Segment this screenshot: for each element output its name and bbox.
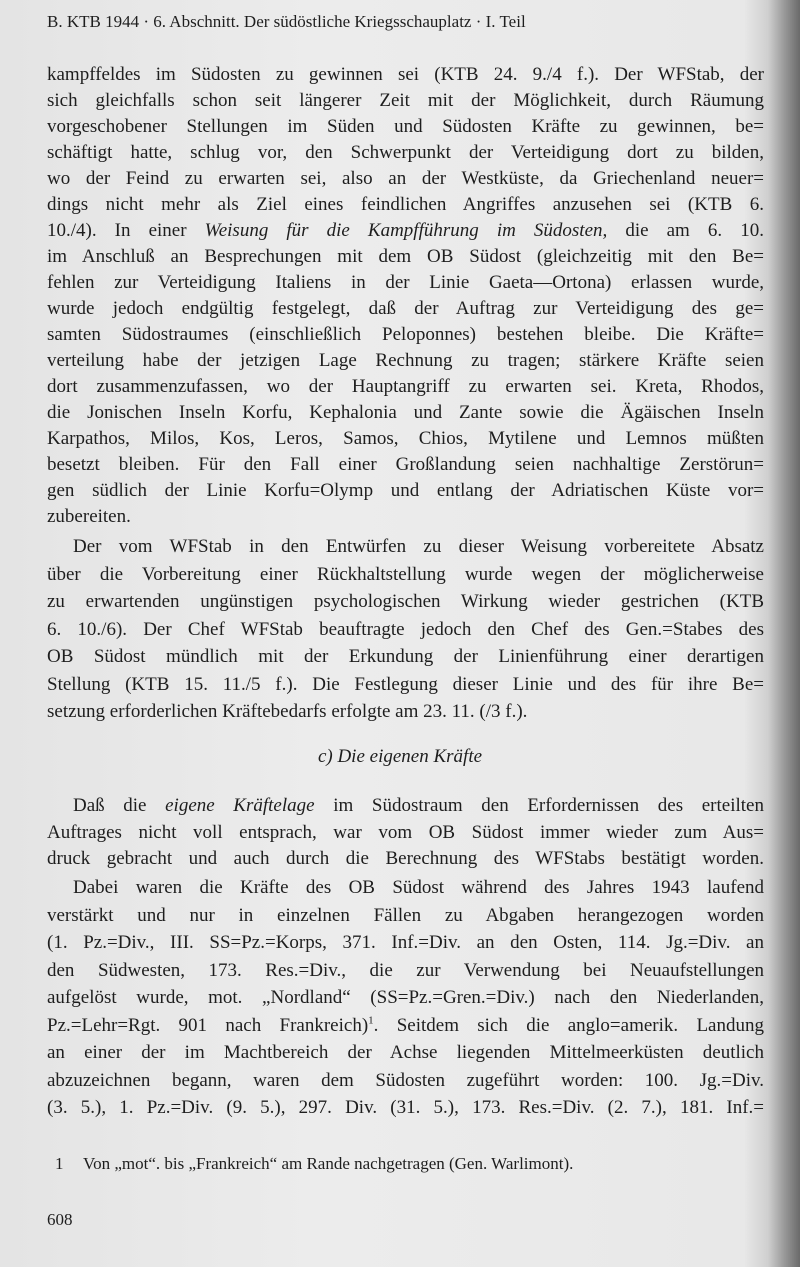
text-segment: die am 6. 10. <box>607 220 764 241</box>
text-segment: wurde jedoch endgültig festgelegt, daß der Auftrag zur Verteidigung des ge= <box>47 298 764 319</box>
text-line <box>47 874 764 902</box>
section-heading: c) Die eigenen Kräfte <box>317 746 483 767</box>
text-segment: wo der Feind zu erwarten sei, also an der Westküste, da Griechenland neuer= <box>47 168 764 189</box>
text-segment: zubereiten. <box>47 506 131 527</box>
text-line <box>47 1039 764 1067</box>
text-segment: 6. 10./6). Der Chef WFStab beauftragte jedoch den Chef des Gen.=Stabes des <box>47 618 764 640</box>
running-header: B. KTB 1944 · 6. Abschnitt. Der südöstliche Kriegsschauplatz · I. Teil <box>47 12 526 31</box>
text-segment: gen südlich der Linie Korfu=Olymp und entlang der Adriatischen Küste vor= <box>47 480 764 501</box>
text-line <box>47 902 764 930</box>
text-line <box>47 533 764 561</box>
text-line <box>47 616 764 644</box>
text-segment: (1. Pz.=Div., III. SS=Pz.=Korps, 371. Inf.=Div. an den Osten, 114. Jg.=Div. an <box>47 932 764 953</box>
text-segment: Stellung (KTB 15. 11./5 f.). Die Festlegung dieser Linie und des für ihre Be= <box>47 673 764 695</box>
text-segment: die Jonischen Inseln Korfu, Kephalonia und Zante sowie die Ägäischen Inseln <box>47 402 764 423</box>
text-segment: verteilung habe der jetzigen Lage Rechnung zu tragen; stärkere Kräfte seien <box>47 350 764 371</box>
text-line <box>47 588 764 616</box>
text-segment: verstärkt und nur in einzelnen Fällen zu Abgaben herangezogen worden <box>47 904 764 926</box>
paragraph-3 <box>47 793 764 873</box>
text-segment: setzung erforderlichen Kräftebedarfs erfolgte am 23. 11. (/3 f.). <box>47 701 528 722</box>
text-line <box>47 846 764 873</box>
text-line <box>47 426 764 452</box>
text-line <box>47 561 764 589</box>
page-number: 608 <box>47 1210 73 1229</box>
text-line <box>47 62 764 88</box>
text-segment: fehlen zur Verteidigung Italiens in der Linie Gaeta—Ortona) erlassen wurde, <box>47 272 764 293</box>
text-segment: im Südostraum den Erfordernissen des erteilten <box>314 795 764 816</box>
text-segment: besetzt bleiben. Für den Fall einer Großlandung seien nachhaltige Zerstörun= <box>47 454 764 475</box>
text-segment: abzuzeichnen begann, waren dem Südosten zugeführt worden: 100. Jg.=Div. <box>47 1069 764 1091</box>
text-line <box>47 114 764 140</box>
text-line <box>47 504 764 530</box>
text-line <box>47 192 764 218</box>
text-segment: Der vom WFStab in den Entwürfen zu dieser Weisung vorbereitete Absatz <box>73 536 764 557</box>
text-segment: über die Vorbereitung einer Rückhaltstellung wurde wegen der möglicherweise <box>47 563 764 585</box>
italic-text: eigene Kräftelage <box>165 795 315 816</box>
text-segment: Daß die <box>73 795 166 816</box>
text-line <box>47 984 764 1012</box>
text-line <box>47 374 764 400</box>
text-line <box>47 793 764 820</box>
text-line <box>47 698 764 726</box>
text-line <box>47 452 764 478</box>
footnote-reference: 1 <box>368 1014 374 1027</box>
text-line <box>47 140 764 166</box>
text-segment: sich gleichfalls schon seit längerer Zeit mit der Möglichkeit, durch Räumung <box>47 90 764 111</box>
text-segment: an einer der im Machtbereich der Achse liegenden Mittelmeerküsten deutlich <box>47 1042 764 1063</box>
text-segment: (3. 5.), 1. Pz.=Div. (9. 5.), 297. Div. (31. 5.), 173. Res.=Div. (2. 7.), 181. Inf.= <box>47 1097 764 1118</box>
text-segment: . Seitdem sich die anglo=amerik. Landung <box>373 1014 764 1036</box>
text-line <box>47 957 764 985</box>
text-line <box>47 270 764 296</box>
paragraph-2 <box>47 533 764 726</box>
footnote <box>55 1154 573 1174</box>
text-segment: schäftigt hatte, schlug vor, den Schwerpunkt der Verteidigung dort zu bilden, <box>47 142 764 163</box>
text-line <box>47 671 764 699</box>
text-segment: dings nicht mehr als Ziel eines feindlichen Angriffes anzusehen sei (KTB 6. <box>47 194 764 215</box>
text-segment: zu erwartenden ungünstigen psychologischen Wirkung wieder gestrichen (KTB <box>47 591 764 612</box>
text-line <box>47 400 764 426</box>
text-segment: dort zusammenzufassen, wo der Hauptangriff zu erwarten sei. Kreta, Rhodos, <box>47 376 764 397</box>
text-line <box>47 643 764 671</box>
text-line <box>47 1067 764 1095</box>
text-segment: Pz.=Lehr=Rgt. 901 nach Frankreich) <box>47 1014 369 1036</box>
footnote-number: 1 <box>55 1154 64 1173</box>
text-line <box>47 478 764 504</box>
text-segment: druck gebracht und auch durch die Berechnung des WFStabs bestätigt worden. <box>47 848 764 869</box>
text-segment: kampffeldes im Südosten zu gewinnen sei (KTB 24. 9./4 f.). Der WFStab, der <box>47 64 764 85</box>
footnote-text: Von „mot“. bis „Frankreich“ am Rande nachgetragen (Gen. Warlimont). <box>83 1154 574 1173</box>
text-segment: im Anschluß an Besprechungen mit dem OB Südost (gleichzeitig mit den Be= <box>47 246 764 267</box>
text-line <box>47 820 764 847</box>
text-line <box>47 244 764 270</box>
text-segment: aufgelöst wurde, mot. „Nordland“ (SS=Pz.=Gren.=Div.) nach den Niederlanden, <box>47 987 764 1008</box>
text-line <box>47 1094 764 1122</box>
paragraph-4 <box>47 874 764 1122</box>
text-segment: 10./4). In einer <box>47 220 205 241</box>
text-line <box>47 1012 764 1040</box>
paragraph-1 <box>47 62 764 530</box>
text-line <box>47 348 764 374</box>
text-segment: samten Südostraumes (einschließlich Peloponnes) bestehen bleibe. Die Kräfte= <box>47 324 764 345</box>
text-line <box>47 929 764 957</box>
text-segment: Auftrages nicht voll entsprach, war vom OB Südost immer wieder zum Aus= <box>47 821 764 843</box>
text-line <box>47 88 764 114</box>
text-segment: Dabei waren die Kräfte des OB Südost während des Jahres 1943 laufend <box>73 877 764 898</box>
text-line <box>47 296 764 322</box>
text-segment: vorgeschobener Stellungen im Süden und Südosten Kräfte zu gewinnen, be= <box>47 116 764 137</box>
text-line <box>47 322 764 348</box>
text-segment: den Südwesten, 173. Res.=Div., die zur Verwendung bei Neuaufstellungen <box>47 959 764 981</box>
text-segment: OB Südost mündlich mit der Erkundung der Linienführung einer derartigen <box>47 646 764 667</box>
text-segment: Karpathos, Milos, Kos, Leros, Samos, Chios, Mytilene und Lemnos müßten <box>47 428 764 449</box>
text-line <box>47 166 764 192</box>
text-line <box>47 218 764 244</box>
italic-text: Weisung für die Kampfführung im Südosten, <box>204 220 608 241</box>
